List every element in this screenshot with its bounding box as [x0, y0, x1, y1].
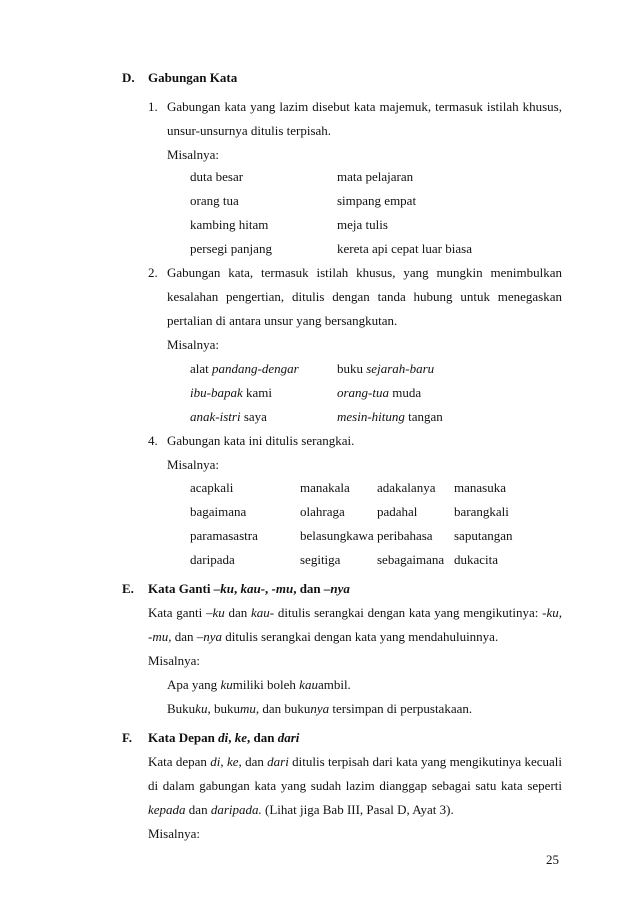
item-2-example-label: Misalnya: [167, 337, 219, 352]
compound-word: olahraga [300, 504, 345, 519]
section-e-paragraph-line-2: -mu, dan –nya ditulis serangkai dengan kata yang mendahuluinnya. [148, 629, 499, 644]
compound-word: manakala [300, 480, 350, 495]
section-f-example-label: Misalnya: [148, 826, 200, 841]
section-e-example-2: Bukuku, bukumu, dan bukunya tersimpan di perpustakaan. [167, 701, 473, 716]
example-left: duta besar [190, 169, 244, 184]
section-e-example-label: Misalnya: [148, 653, 200, 668]
item-4-number: 4. [148, 433, 158, 448]
compound-word: bagaimana [190, 504, 247, 519]
section-f-paragraph-line-3: kepada dan daripada. (Lihat jiga Bab III, Pasal D, Ayat 3). [148, 802, 454, 817]
example-right: simpang empat [337, 193, 417, 208]
item-4-text: Gabungan kata ini ditulis serangkai. [167, 433, 355, 448]
compound-word: segitiga [300, 552, 341, 567]
example-left: kambing hitam [190, 217, 269, 232]
page-number: 25 [546, 852, 559, 867]
section-d-letter: D. [122, 70, 135, 85]
compound-word: daripada [190, 552, 235, 567]
section-e-letter: E. [122, 581, 134, 596]
item-2-text-line-2: kesalahan pengertian, ditulis dengan tanda hubung untuk menegaskan [167, 289, 562, 304]
section-e-paragraph-line-1: Kata ganti –ku dan kau- ditulis serangkai dengan kata yang mengikutinya: -ku, [148, 605, 562, 620]
item-1-text-line-2: unsur-unsurnya ditulis terpisah. [167, 123, 332, 138]
compound-word: saputangan [454, 528, 513, 543]
compound-word: dukacita [454, 552, 499, 567]
compound-word: manasuka [454, 480, 506, 495]
hyphen-example-right: mesin-hitung tangan [337, 409, 443, 424]
compound-word: sebagaimana [377, 552, 445, 567]
compound-word: padahal [377, 504, 418, 519]
compound-word: adakalanya [377, 480, 436, 495]
hyphen-example-left: ibu-bapak kami [190, 385, 272, 400]
section-e-title: Kata Ganti –ku, kau-, -mu, dan –nya [148, 581, 350, 596]
compound-word: paramasastra [190, 528, 258, 543]
section-f-paragraph-line-1: Kata depan di, ke, dan dari ditulis terpisah dari kata yang mengikutinya kecuali [148, 754, 562, 769]
section-f-title: Kata Depan di, ke, dan dari [148, 730, 300, 745]
item-1-example-label: Misalnya: [167, 147, 219, 162]
item-2-text-line-3: pertalian di antara unsur yang bersangkutan. [167, 313, 398, 328]
hyphen-example-left: anak-istri saya [190, 409, 267, 424]
example-right: meja tulis [337, 217, 388, 232]
compound-word: barangkali [454, 504, 509, 519]
item-2-text-line-1: Gabungan kata, termasuk istilah khusus, yang mungkin menimbulkan [167, 265, 562, 280]
hyphen-example-right: buku sejarah-baru [337, 361, 435, 376]
hyphen-example-left: alat pandang-dengar [190, 361, 299, 376]
item-1-text-line-1: Gabungan kata yang lazim disebut kata majemuk, termasuk istilah khusus, [167, 99, 562, 114]
example-right: mata pelajaran [337, 169, 414, 184]
example-right: kereta api cepat luar biasa [337, 241, 472, 256]
compound-word: peribahasa [377, 528, 433, 543]
hyphen-example-right: orang-tua muda [337, 385, 422, 400]
section-e-example-1: Apa yang kumiliki boleh kauambil. [167, 677, 351, 692]
section-f-letter: F. [122, 730, 132, 745]
example-left: persegi panjang [190, 241, 272, 256]
item-4-example-label: Misalnya: [167, 457, 219, 472]
section-f-paragraph-line-2: di dalam gabungan kata yang sudah lazim dianggap sebagai satu kata seperti [148, 778, 562, 793]
compound-word: belasungkawa [300, 528, 374, 543]
item-2-number: 2. [148, 265, 158, 280]
example-left: orang tua [190, 193, 239, 208]
section-d-title: Gabungan Kata [148, 70, 238, 85]
item-1-number: 1. [148, 99, 158, 114]
compound-word: acapkali [190, 480, 234, 495]
